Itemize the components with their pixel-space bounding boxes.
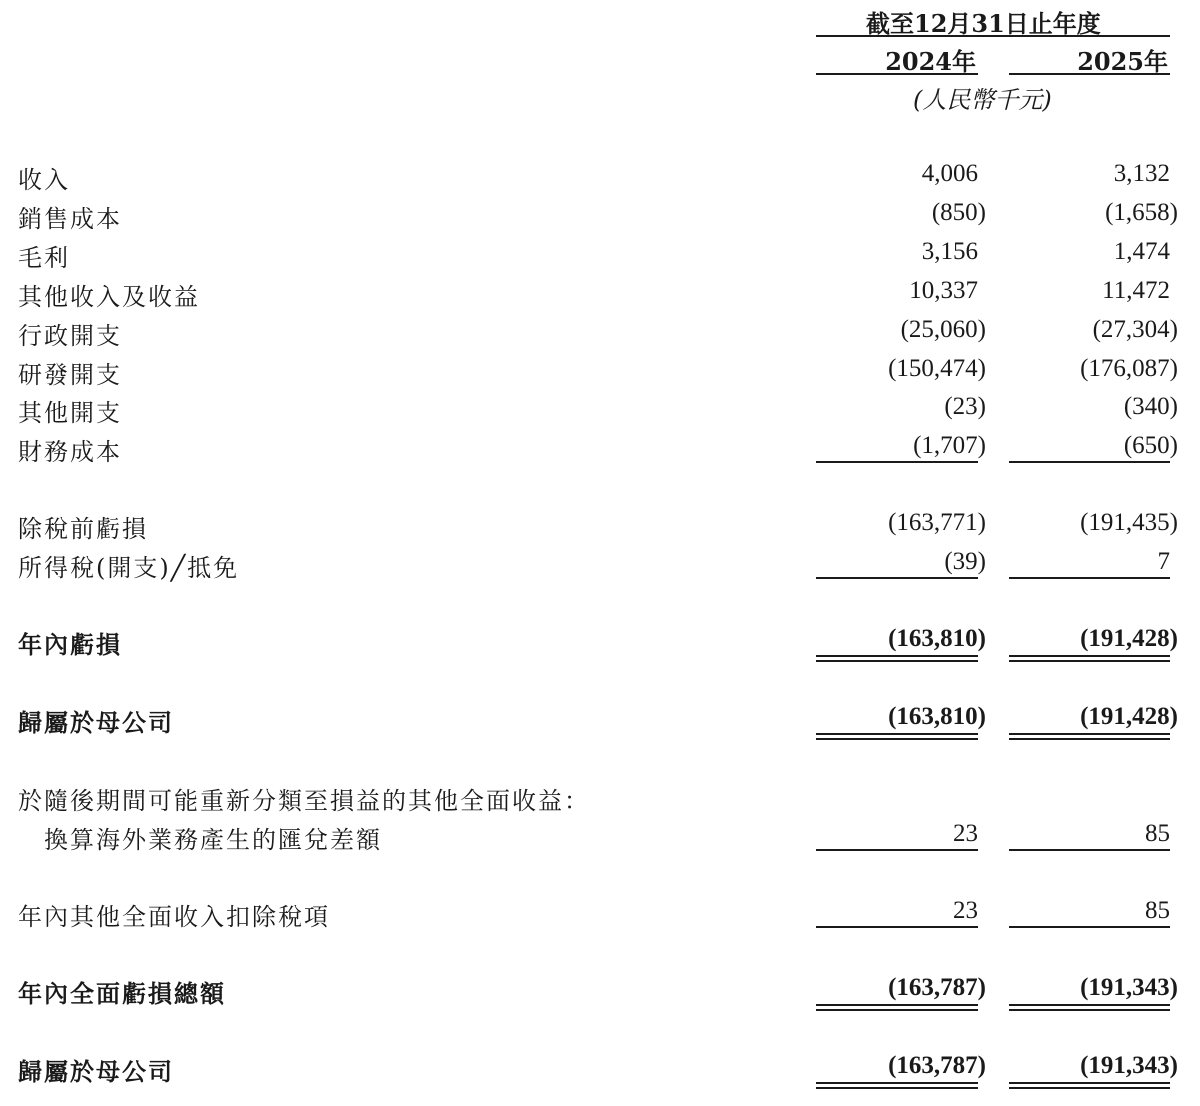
value-2025-oci-net: 85 [1145, 897, 1170, 924]
total-double-rule-2025-a [1009, 655, 1170, 662]
value-2024-attrib-parent-1: (163,810) [888, 703, 986, 730]
subtotal-rule-2025-a [1009, 461, 1170, 463]
row-label-fx-diff: 換算海外業務產生的匯兌差額 [44, 826, 382, 854]
year-2025-header: 2025年 [1077, 47, 1168, 76]
row-label-attrib-parent-1: 歸屬於母公司 [18, 708, 174, 737]
row-label-attrib-parent-2: 歸屬於母公司 [18, 1057, 174, 1086]
row-label-loss-for-year: 年內虧損 [18, 630, 122, 659]
year-2024-header: 2024年 [885, 47, 976, 76]
row-label-oci-net: 年內其他全面收入扣除稅項 [18, 903, 330, 931]
row-label-gross-profit: 毛利 [18, 244, 70, 272]
subtotal-rule-2024-c [816, 849, 978, 851]
value-2025-other-income: 11,472 [1102, 277, 1170, 304]
total-double-rule-2025-c [1009, 1004, 1170, 1011]
row-label-finance-costs: 財務成本 [18, 438, 122, 466]
value-2024-income-tax: (39) [944, 548, 986, 575]
row-label-admin-expenses: 行政開支 [18, 322, 122, 350]
subtotal-rule-2025-b [1009, 577, 1170, 579]
row-label-loss-before-tax: 除稅前虧損 [18, 515, 148, 543]
year-2025-underline [1009, 73, 1170, 75]
value-2025-attrib-parent-1: (191,428) [1080, 703, 1178, 730]
value-2024-finance-costs: (1,707) [913, 432, 986, 459]
value-2024-cost-of-sales: (850) [931, 199, 986, 226]
row-label-oci-heading: 於隨後期間可能重新分類至損益的其他全面收益： [18, 787, 590, 815]
value-2025-other-expenses: (340) [1123, 393, 1178, 420]
total-double-rule-2024-d [816, 1082, 978, 1089]
row-label-rnd-expenses: 研發開支 [18, 361, 122, 389]
value-2024-loss-for-year: (163,810) [888, 625, 986, 652]
value-2025-revenue: 3,132 [1113, 160, 1170, 187]
subtotal-rule-2025-c [1009, 849, 1170, 851]
period-underline [816, 35, 1170, 37]
value-2024-fx-diff: 23 [953, 820, 978, 847]
value-2025-admin-expenses: (27,304) [1092, 316, 1178, 343]
value-2024-other-expenses: (23) [944, 393, 986, 420]
row-label-total-comprehensive-loss: 年內全面虧損總額 [18, 979, 226, 1008]
subtotal-rule-2024-b [816, 577, 978, 579]
value-2024-gross-profit: 3,156 [921, 238, 978, 265]
value-2025-rnd-expenses: (176,087) [1080, 355, 1178, 382]
row-label-cost-of-sales: 銷售成本 [18, 205, 122, 233]
subtotal-rule-2024-a [816, 461, 978, 463]
value-2025-loss-before-tax: (191,435) [1080, 509, 1178, 536]
value-2024-loss-before-tax: (163,771) [888, 509, 986, 536]
value-2025-gross-profit: 1,474 [1113, 238, 1170, 265]
row-label-income-tax: 所得稅(開支)╱抵免 [18, 554, 240, 582]
value-2025-total-comprehensive-loss: (191,343) [1080, 974, 1178, 1001]
value-2024-revenue: 4,006 [921, 160, 978, 187]
value-2025-finance-costs: (650) [1123, 432, 1178, 459]
total-double-rule-2025-d [1009, 1082, 1170, 1089]
value-2024-oci-net: 23 [953, 897, 978, 924]
value-2025-attrib-parent-2: (191,343) [1080, 1052, 1178, 1079]
value-2025-loss-for-year: (191,428) [1080, 625, 1178, 652]
value-2025-fx-diff: 85 [1145, 820, 1170, 847]
year-2024-underline [816, 73, 978, 75]
unit-label: (人民幣千元) [913, 86, 1052, 114]
value-2024-admin-expenses: (25,060) [900, 316, 986, 343]
value-2024-total-comprehensive-loss: (163,787) [888, 974, 986, 1001]
value-2025-income-tax: 7 [1157, 548, 1170, 575]
value-2024-attrib-parent-2: (163,787) [888, 1052, 986, 1079]
row-label-other-income: 其他收入及收益 [18, 283, 200, 311]
subtotal-rule-2024-d [816, 926, 978, 928]
total-double-rule-2024-c [816, 1004, 978, 1011]
row-label-revenue: 收入 [18, 166, 70, 194]
total-double-rule-2025-b [1009, 733, 1170, 740]
value-2025-cost-of-sales: (1,658) [1105, 199, 1178, 226]
total-double-rule-2024-b [816, 733, 978, 740]
value-2024-rnd-expenses: (150,474) [888, 355, 986, 382]
subtotal-rule-2025-d [1009, 926, 1170, 928]
total-double-rule-2024-a [816, 655, 978, 662]
row-label-other-expenses: 其他開支 [18, 399, 122, 427]
value-2024-other-income: 10,337 [909, 277, 978, 304]
period-header: 截至12月31日止年度 [866, 9, 1101, 38]
